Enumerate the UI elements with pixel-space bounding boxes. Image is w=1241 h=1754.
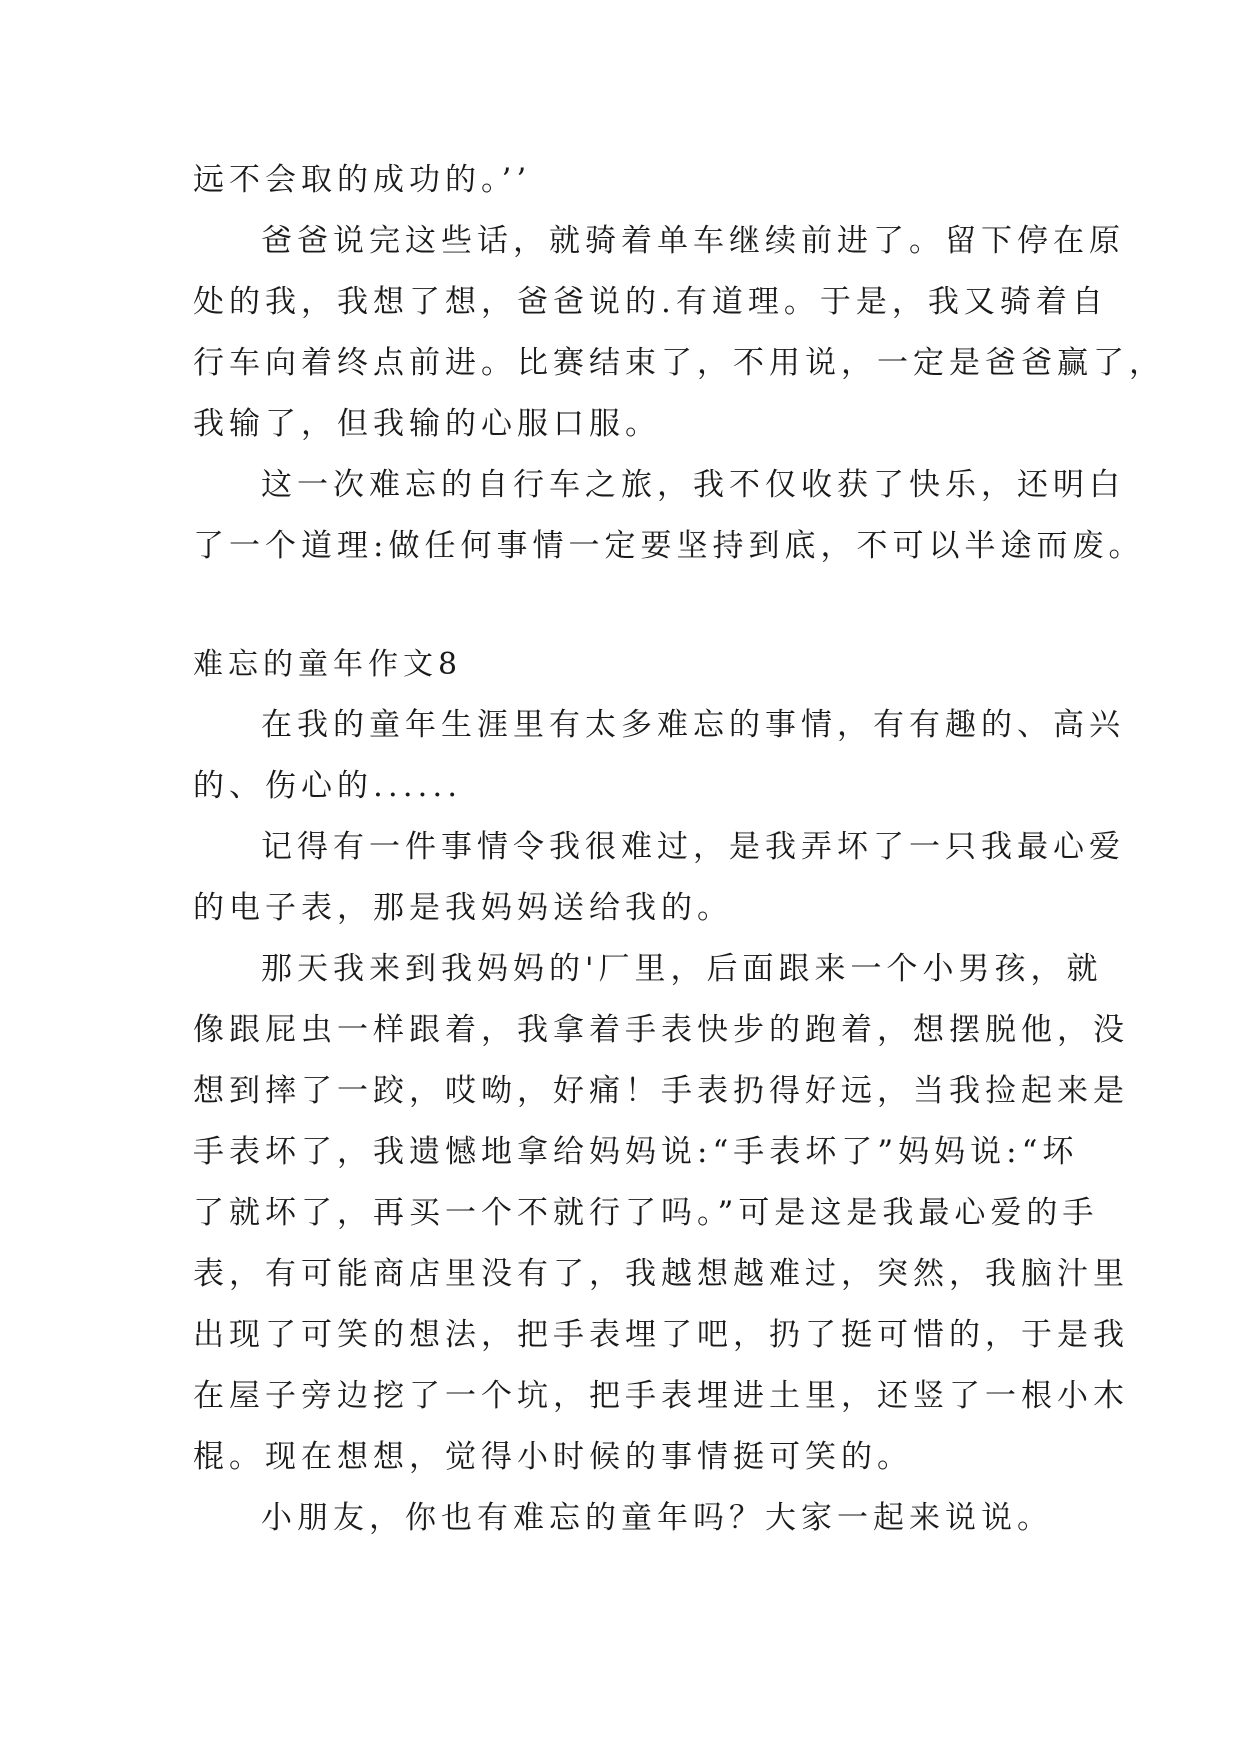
text-line: 棍。现在想想，觉得小时候的事情挺可笑的。 [193,1439,913,1475]
text-line: 的、伤心的...... [193,768,463,804]
text-line: 手表坏了，我遗憾地拿给妈妈说:“手表坏了”妈妈说:“坏 [193,1134,1079,1170]
paragraph-start-line: 那天我来到我妈妈的'厂里，后面跟来一个小男孩，就 [261,951,1103,987]
paragraph-start-line: 小朋友，你也有难忘的童年吗？大家一起来说说。 [261,1500,1053,1536]
text-line: 了就坏了，再买一个不就行了吗。”可是这是我最心爱的手 [193,1195,1099,1231]
text-line: 远不会取的成功的。’’ [193,162,532,198]
section-title: 难忘的童年作文8 [193,647,463,682]
document-body [193,150,1165,1549]
paragraph-start-line: 记得有一件事情令我很难过，是我弄坏了一只我最心爱 [261,829,1125,865]
text-line: 行车向着终点前进。比赛结束了，不用说，一定是爸爸赢了， [193,345,1165,381]
text-line: 在屋子旁边挖了一个坑，把手表埋进土里，还竖了一根小木 [193,1378,1129,1414]
text-line: 想到摔了一跤，哎呦，好痛！手表扔得好远，当我捡起来是 [193,1073,1129,1109]
text-line: 我输了，但我输的心服口服。 [193,406,661,442]
text-line: 的电子表，那是我妈妈送给我的。 [193,890,733,926]
text-line: 表，有可能商店里没有了，我越想越难过，突然，我脑汁里 [193,1256,1129,1292]
paragraph-start-line: 在我的童年生涯里有太多难忘的事情，有有趣的、高兴 [261,707,1125,743]
text-line: 像跟屁虫一样跟着，我拿着手表快步的跑着，想摆脱他，没 [193,1012,1129,1048]
text-line: 出现了可笑的想法，把手表埋了吧，扔了挺可惜的，于是我 [193,1317,1129,1353]
text-line: 了一个道理:做任何事情一定要坚持到底，不可以半途而废。 [193,528,1145,564]
paragraph-start-line: 这一次难忘的自行车之旅，我不仅收获了快乐，还明白 [261,467,1125,503]
text-line: 处的我，我想了想，爸爸说的.有道理。于是，我又骑着自 [193,284,1108,320]
section-spacer [193,577,1053,634]
paragraph-start-line: 爸爸说完这些话，就骑着单车继续前进了。留下停在原 [261,223,1125,259]
